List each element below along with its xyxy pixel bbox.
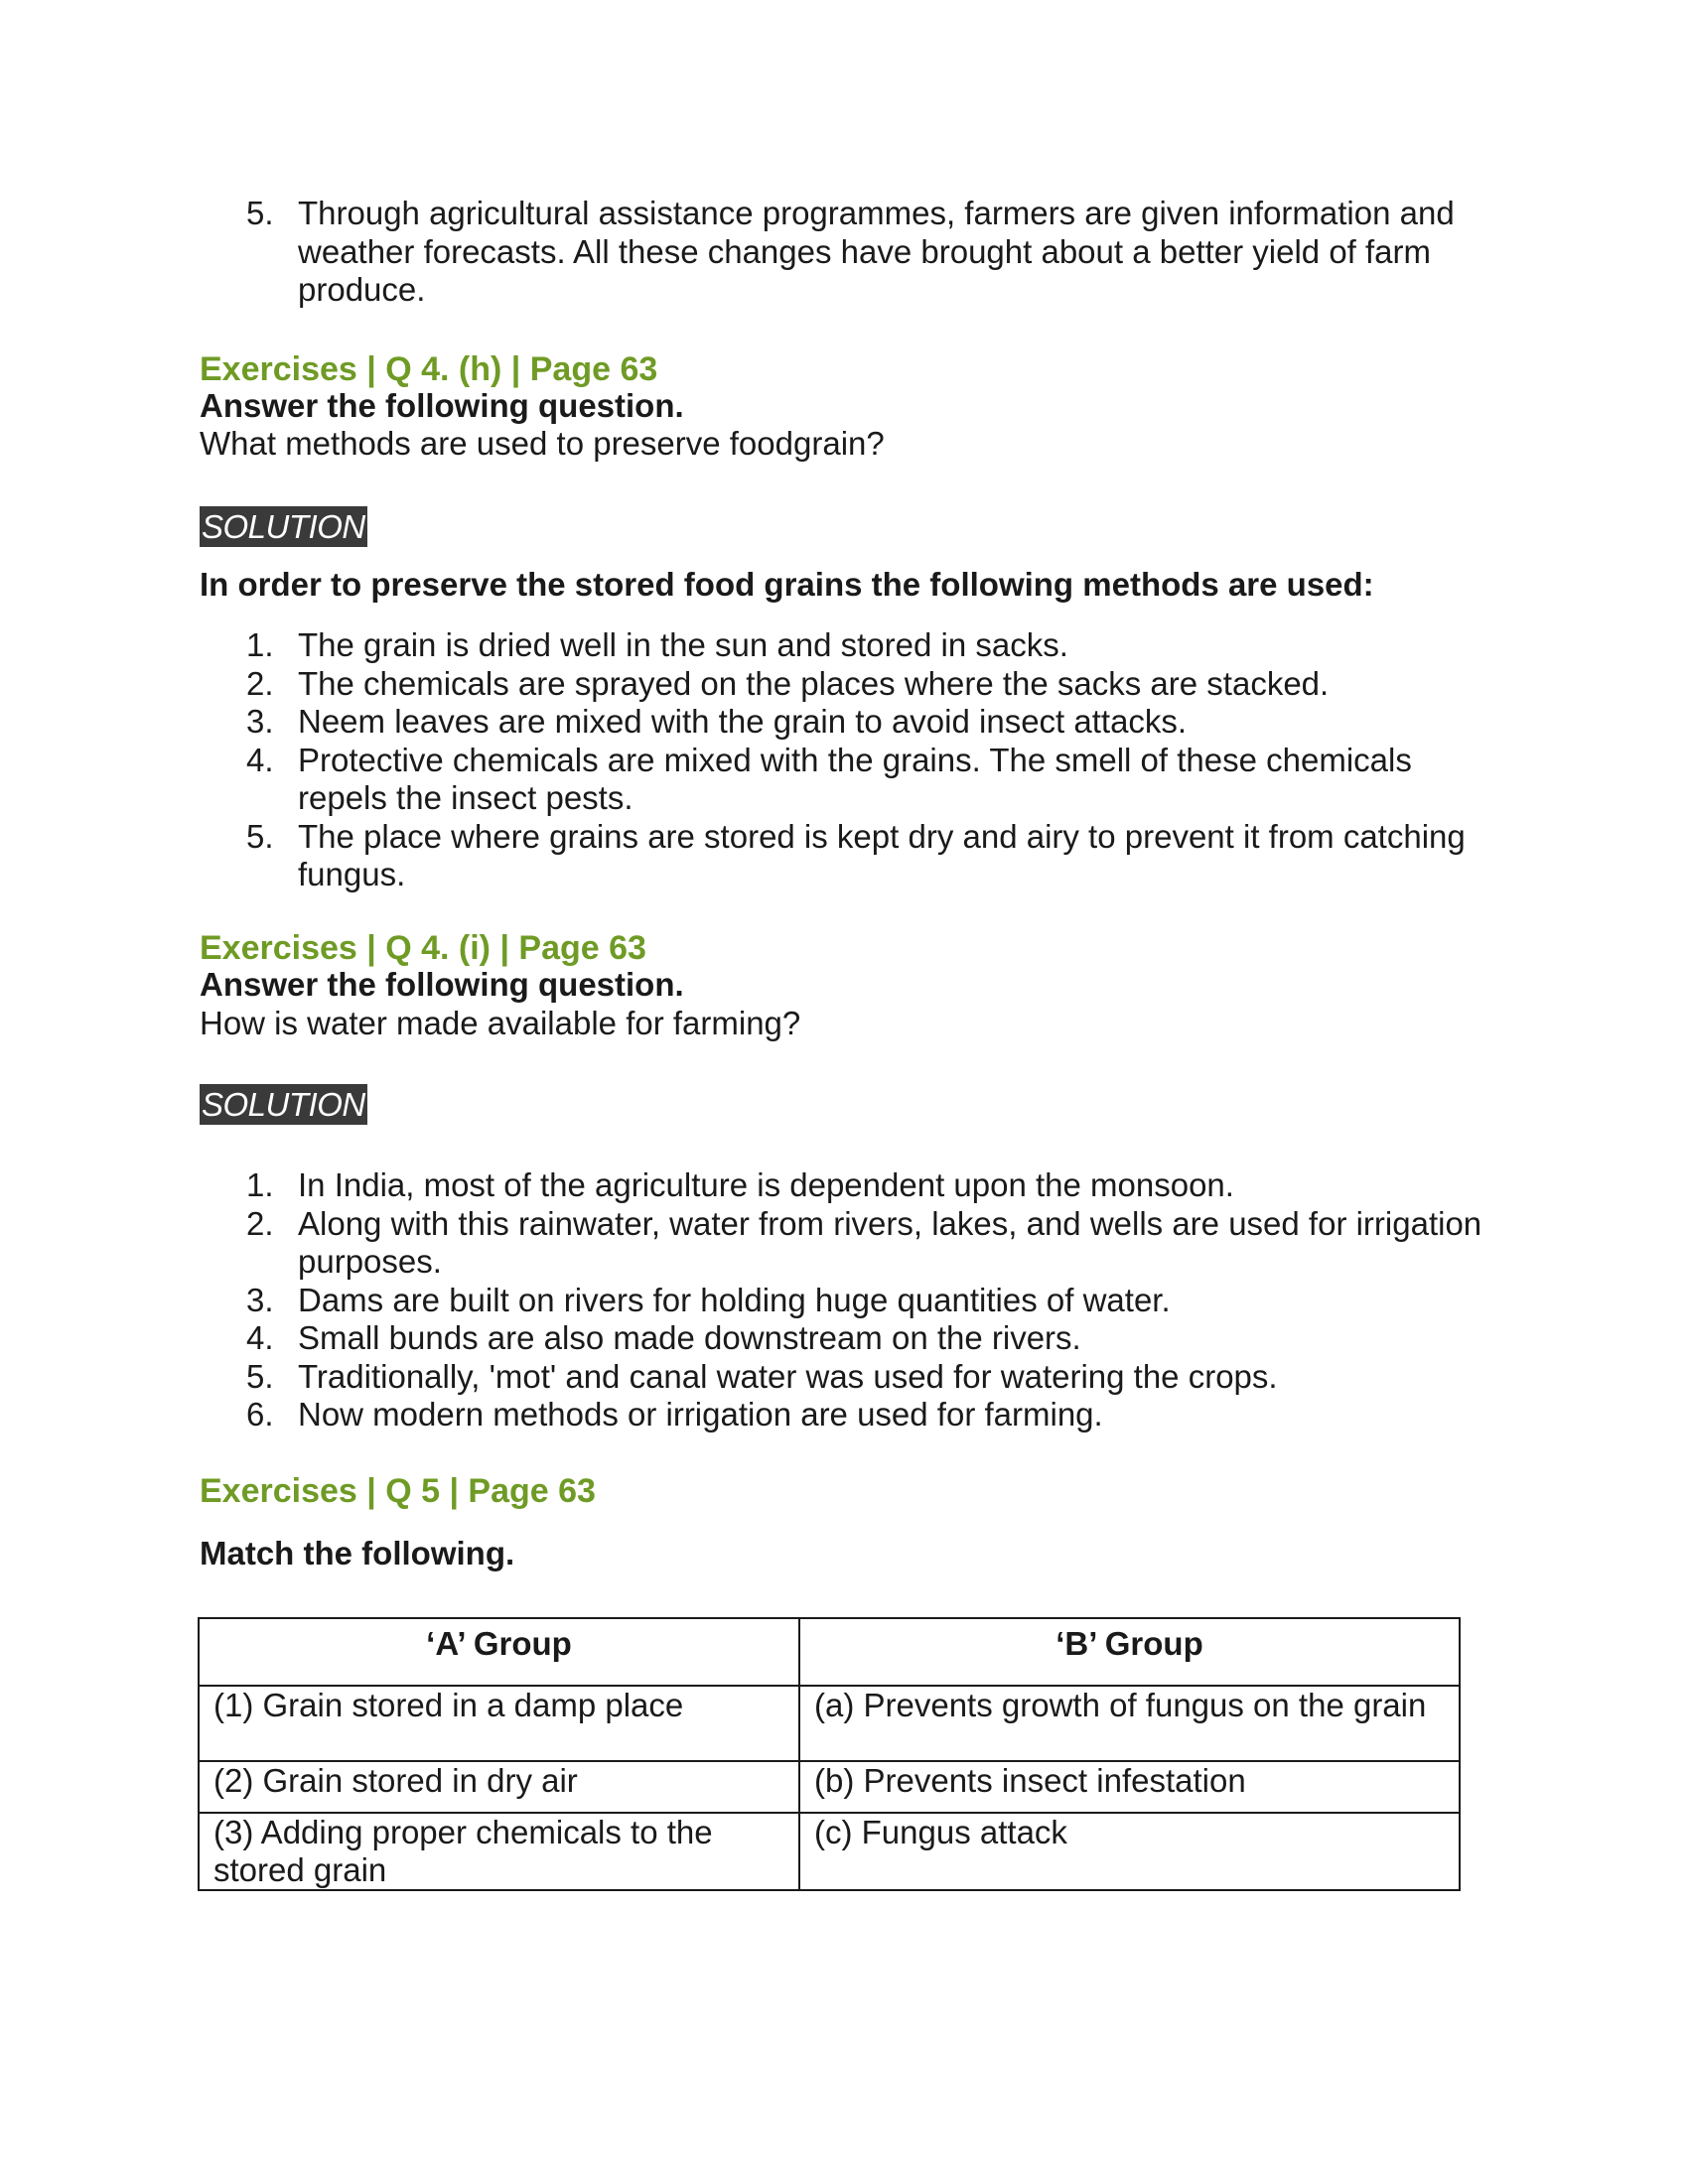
list-number: 3.: [246, 1281, 274, 1318]
list-text: The place where grains are stored is kept dry and airy to prevent it from catching fungus.: [298, 817, 1466, 892]
list-text: In India, most of the agriculture is dependent upon the monsoon.: [298, 1166, 1234, 1203]
answer-list-q4i: [246, 1166, 1497, 1434]
list-number: 1.: [246, 1166, 274, 1203]
instruction-q5: Match the following.: [200, 1535, 515, 1571]
list-text: The chemicals are sprayed on the places where the sacks are stacked.: [298, 664, 1330, 702]
table-row: [199, 1761, 1460, 1813]
table-cell: (a) Prevents growth of fungus on the grain: [799, 1686, 1460, 1761]
column-header-a: ‘A’ Group: [199, 1618, 799, 1686]
table-cell: (3) Adding proper chemicals to the stored grain: [199, 1813, 799, 1890]
list-item: [246, 742, 1497, 818]
list-text: Along with this rainwater, water from rivers, lakes, and wells are used for irrigation purposes.: [298, 1204, 1482, 1280]
list-number: 4.: [246, 1319, 274, 1356]
question-q4h: What methods are used to preserve foodgrain?: [200, 425, 885, 462]
exercise-heading-q4h: Exercises | Q 4. (h) | Page 63: [200, 350, 658, 388]
list-number: 4.: [246, 741, 274, 778]
list-text: Through agricultural assistance programmes, farmers are given information and weather forecasts. All these changes have brought about a better yield of farm produce.: [298, 195, 1455, 308]
table-cell: (1) Grain stored in a damp place: [199, 1686, 799, 1761]
solution-label-q4h: SOLUTION: [202, 508, 365, 545]
list-item: [246, 1166, 1497, 1205]
solution-intro-q4h: In order to preserve the stored food grains the following methods are used:: [200, 566, 1374, 603]
table-row: [199, 1686, 1460, 1761]
list-item: [246, 626, 1497, 665]
list-item: [246, 1358, 1497, 1397]
table-cell: (c) Fungus attack: [799, 1813, 1460, 1890]
list-item: [246, 665, 1497, 704]
list-item: [246, 1205, 1497, 1282]
list-item: [246, 1282, 1497, 1320]
list-item: [246, 1396, 1497, 1434]
list-number: 2.: [246, 664, 274, 702]
list-number: 1.: [246, 626, 274, 663]
table-header-row: [199, 1618, 1460, 1686]
list-text: Neem leaves are mixed with the grain to avoid insect attacks.: [298, 703, 1188, 740]
list-number: 5.: [246, 817, 274, 855]
list-text: The grain is dried well in the sun and stored in sacks.: [298, 626, 1068, 663]
list-text: Protective chemicals are mixed with the grains. The smell of these chemicals repels the insect pests.: [298, 741, 1412, 816]
exercise-heading-q5: Exercises | Q 5 | Page 63: [200, 1472, 596, 1510]
list-number: 3.: [246, 703, 274, 740]
list-text: Small bunds are also made downstream on the rivers.: [298, 1319, 1081, 1356]
answer-list-q4h: [246, 626, 1497, 894]
list-item: [246, 1319, 1497, 1358]
list-item: [246, 195, 1497, 310]
list-item: [246, 818, 1497, 894]
instruction-q4h: Answer the following question.: [200, 387, 684, 424]
table-row: [199, 1813, 1460, 1890]
list-item: [246, 703, 1497, 742]
instruction-q4i: Answer the following question.: [200, 966, 684, 1003]
exercise-heading-q4i: Exercises | Q 4. (i) | Page 63: [200, 929, 646, 967]
list-number: 5.: [246, 195, 274, 231]
match-table: [198, 1617, 1461, 1891]
column-header-b: ‘B’ Group: [799, 1618, 1460, 1686]
solution-label-q4i: SOLUTION: [202, 1086, 365, 1123]
previous-answer-list: [246, 195, 1497, 310]
list-text: Traditionally, 'mot' and canal water was used for watering the crops.: [298, 1357, 1278, 1395]
list-number: 5.: [246, 1357, 274, 1395]
list-number: 6.: [246, 1396, 274, 1433]
list-text: Now modern methods or irrigation are used for farming.: [298, 1396, 1103, 1433]
table-cell: (b) Prevents insect infestation: [799, 1761, 1460, 1813]
table-cell: (2) Grain stored in dry air: [199, 1761, 799, 1813]
question-q4i: How is water made available for farming?: [200, 1005, 801, 1041]
list-number: 2.: [246, 1204, 274, 1242]
list-text: Dams are built on rivers for holding huge quantities of water.: [298, 1281, 1171, 1318]
